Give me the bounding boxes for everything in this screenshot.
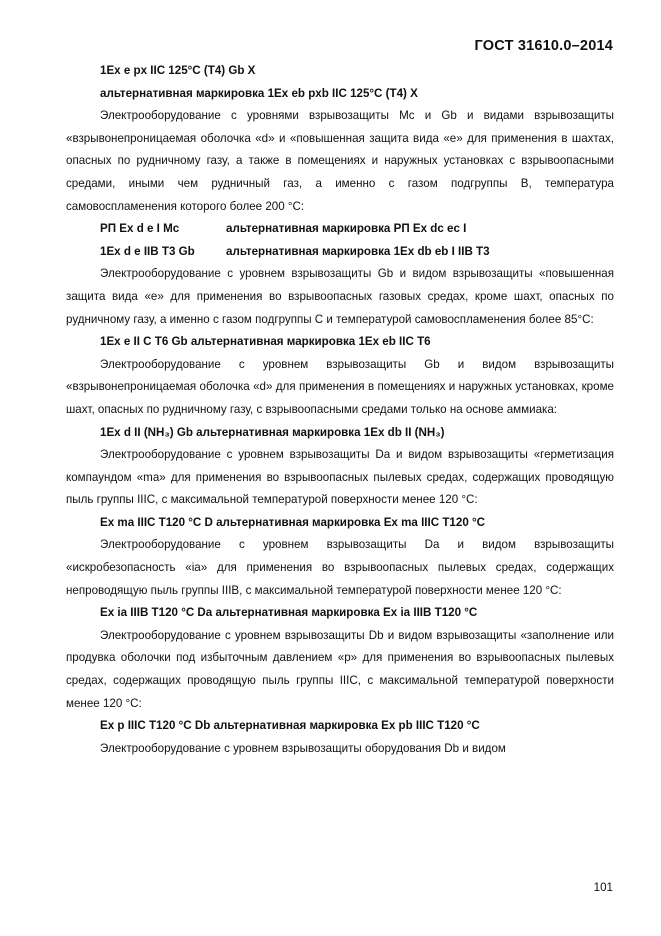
- marking-line: Ex ma IIIC T120 °C D альтернативная маркировка Ex ma IIIC T120 °C: [100, 515, 485, 529]
- marking-line: Ex p IIIC T120 °C Db альтернативная маркировка Ex pb IIIC T120 °C: [100, 719, 480, 733]
- marking-line: 1Ex e px IIC 125°C (T4) Gb X: [100, 64, 256, 77]
- paragraph: Электрооборудование с уровнем взрывозащиты Da и видом взрывозащиты «герметизация компаундом «ma» для применения во взрывоопасных пылевых средах, содержащих проводящую пыль группы IIIC, с максимальной температурой поверхности менее 120 °С:: [66, 448, 614, 507]
- paragraph: Электрооборудование с уровнем взрывозащиты Db и видом взрывозащиты «заполнение или продувка оболочки под избыточным давлением «р» для применения во взрывоопасных пылевых средах, содержащих проводящую пыль группы IIIC, с максимальной температурой поверхности менее 120 °С:: [66, 628, 614, 710]
- marking-main: РП Ex d e I Mc: [100, 222, 180, 236]
- marking-line: Ex ia IIIB T120 °C Da альтернативная маркировка Ex ia IIIB T120 °C: [100, 606, 478, 620]
- marking-main: 1Ex d e IIB T3 Gb: [100, 244, 195, 258]
- paragraph: Электрооборудование с уровнями взрывозащиты Mc и Gb и видами взрывозащиты «взрывонепроницаемая оболочка «d» и «повышенная защита вида «е» для применения в шахтах, опасных по рудничному газу, а также в помещениях и наружных установках с взрывоопасными средами, иными чем рудничный газ, а именно с газом подгруппы В, температура самовоспламенения которого более 200 °С:: [66, 109, 614, 213]
- marking-line: альтернативная маркировка 1Ex eb pxb IIC 125°C (T4) X: [100, 86, 418, 100]
- paragraph: Электрооборудование с уровнем взрывозащиты Da и видом взрывозащиты «искробезопасность «ia» для применения во взрывоопасных пылевых средах, содержащих непроводящую пыль группы IIIB, с максимальной температурой поверхности менее 120 °С:: [66, 538, 614, 597]
- page-body: [66, 60, 614, 760]
- marking-line: 1Ex e II C T6 Gb альтернативная маркировка 1Ex eb IIC T6: [100, 335, 431, 349]
- marking-alternative: альтернативная маркировка 1Ex db eb I IIB T3: [226, 244, 490, 258]
- paragraph: Электрооборудование с уровнем взрывозащиты оборудования Db и видом: [100, 741, 506, 755]
- paragraph: Электрооборудование с уровнем взрывозащиты Gb и видом взрывозащиты «взрывонепроницаемая оболочка «d» для применения в помещениях и наружных установках, кроме шахт, опасных по рудничному газу, с взрывоопасными средами только на основе аммиака:: [66, 357, 614, 416]
- marking-alternative: альтернативная маркировка РП Ex dc ec I: [226, 222, 467, 236]
- document-number: ГОСТ 31610.0–2014: [474, 38, 613, 54]
- page-number: 101: [593, 881, 613, 894]
- marking-row: [66, 241, 614, 264]
- marking-line: 1Ex d II (NH₃) Gb альтернативная маркировка 1Ex db II (NH₃): [100, 425, 445, 439]
- marking-row: [66, 218, 614, 241]
- paragraph: Электрооборудование с уровнем взрывозащиты Gb и видом взрывозащиты «повышенная защита вида «е» для применения во взрывоопасных газовых средах, кроме шахт, опасных по рудничному газу, а именно с газом подгруппы С и температурой самовоспламенения более 85°С:: [66, 267, 614, 326]
